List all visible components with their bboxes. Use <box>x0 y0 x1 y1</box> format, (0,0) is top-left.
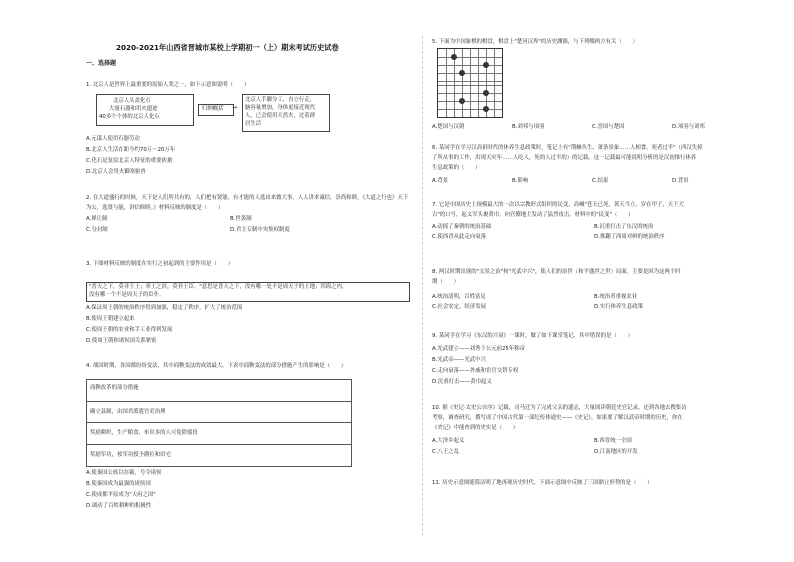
q3-option[interactable]: D.使周王朝和诸侯国关系紧密 <box>86 338 157 344</box>
q4-option[interactable]: D.调动了百姓耕种的积极性 <box>86 503 152 509</box>
q1-arrow-box <box>198 104 234 116</box>
q1-evidence-box <box>96 94 194 126</box>
q4-table <box>86 379 352 467</box>
q8-stem: 期（ ） <box>432 279 459 285</box>
q7-stem: 吉"的口号，起义军头裹黄巾，向官僚地主发动了猛烈攻击。材料中的"民变"（ ） <box>432 212 634 218</box>
q7-option[interactable]: A.动摇了秦朝的统治基础 <box>432 224 492 230</box>
q9-option[interactable]: C.走向衰落——外戚和宦官交替专权 <box>432 368 519 374</box>
q10-stem: 考察，调查研究，撰写成了中国古代第一部纪传体通史——《史记》。如果要了解汉武帝时期的历史，你在 <box>432 415 683 421</box>
q6-stem: 6. 某同学在学习汉高祖时代的休养生息政策时，笔记上有"荆棘丛生、萧条景象……人相食，死者过半"（西汉失掉 <box>432 145 703 151</box>
q2-option[interactable]: B.世袭制 <box>230 216 252 222</box>
q9-option[interactable]: B.光武帝——光武中兴 <box>432 357 486 363</box>
q11-stem: 11. 历史示意图能简洁明了地再现历史时代。下面示意图中反映了三国鼎立形势的是（ ） <box>432 480 653 486</box>
arrow-right-icon: → <box>232 104 238 111</box>
q2-option[interactable]: A.禅让制 <box>86 216 108 222</box>
q5-option[interactable]: C.晋国与楚国 <box>592 124 625 130</box>
q3-quote-line: 没有哪一个不是周天子的臣仆。 <box>89 292 165 298</box>
q1-conclusion-line: 人，已会使用天然火，过着群 <box>245 113 316 119</box>
q6-stem: 生息政策的（ ） <box>432 165 481 171</box>
q1-option[interactable]: B.北京人生活在距今约70万～20万年 <box>86 147 176 153</box>
q2-option[interactable]: C.分封制 <box>86 227 108 233</box>
q3-quote-line: "普天之下，莫非王土；率土之滨，莫非王臣。"意思是普天之下，没有哪一处不是周天子的土地；四海之内， <box>89 284 348 290</box>
q4-option[interactable]: C.使成都平原成为"天府之国" <box>86 492 156 498</box>
column-divider <box>422 36 423 536</box>
q8-option[interactable]: D.实行休养生息政策 <box>594 304 643 310</box>
q6-option[interactable]: C.结果 <box>592 178 609 184</box>
q1-stem: 1. 北京人是世界上最重要的原始人类之一，如下示意图说明（ ） <box>86 82 250 88</box>
q2-option[interactable]: D.君主专制中央集权制度 <box>230 227 290 233</box>
q5-stem: 5. 下面为中国象棋的棋盘，棋盘上"楚河汉界"的历史渊源，与下列哪两方有关（ ） <box>432 39 638 45</box>
q10-stem: 《史记》中能查到的史实是（ ） <box>432 425 519 431</box>
q7-option[interactable]: C.使西晋从此走向衰落 <box>432 234 486 240</box>
q4-table-cell: 确立县制，由国君派遣官吏治理 <box>90 409 166 415</box>
q2-stem: 2. 在大道盛行的时候，天下是人们所共有的，人们把有贤能、有才能的人选出来做大事，人人讲求诚信，崇尚和睦。《大道之行也》天下为公，选贤与能，讲信修睦。》材料反映的制度是（ ） <box>86 195 409 211</box>
q1-conclusion-box <box>242 94 330 132</box>
q1-option[interactable]: A.元谋人使用石器劳动 <box>86 136 140 142</box>
q7-option[interactable]: B.沉重打击了东汉的统治 <box>594 224 654 230</box>
q4-table-cell: 奖励耕织，生产粮食、布帛多的人可免除徭役 <box>90 430 198 436</box>
q10-stem: 10. 据《史记·太史公自序》记载，司马迁为了完成父亲的遗志，大量阅读朝廷史官记录，还到各地去搜集访 <box>432 405 687 411</box>
table-row <box>87 422 351 445</box>
q3-stem: 3. 下图材料反映的制度在实行之初起到的主要作用是（ ） <box>86 261 234 267</box>
q4-option[interactable]: B.使秦国成为最强的诸侯国 <box>86 481 151 487</box>
q6-option[interactable]: D.背景 <box>672 178 689 184</box>
q9-stem: 9. 某同学在学习《东汉的兴衰》一课时，做了如下课堂笔记，其中错误的是（ ） <box>432 333 633 339</box>
section-heading: 一、选择题 <box>86 60 117 67</box>
chessboard-image <box>437 48 503 118</box>
q8-option[interactable]: B.统治者重视农业 <box>594 294 638 300</box>
q7-option[interactable]: D.推翻了西周对鲜的统治秩序 <box>594 234 665 240</box>
q10-option[interactable]: D.江南地区的开发 <box>594 449 638 455</box>
q8-option[interactable]: C.社会安定，经济发展 <box>432 304 486 310</box>
q6-option[interactable]: A.背景 <box>432 178 449 184</box>
q5-option[interactable]: B.刘邦与项羽 <box>512 124 545 130</box>
q1-conclusion-line: 北京人手脚分工，直立行走， <box>245 97 316 103</box>
q5-option[interactable]: A.楚国与汉朝 <box>432 124 465 130</box>
q1-evidence-line: 大量石器和用火遗迹 <box>109 106 158 112</box>
q1-conclusion-line: 居生活 <box>245 121 262 127</box>
left-column <box>86 0 411 562</box>
q10-option[interactable]: B.西晋统一全国 <box>594 438 632 444</box>
table-row <box>87 401 351 423</box>
right-column <box>432 0 762 562</box>
q8-stem: 8. 两汉时期出现的"文景之治"和"光武中兴"，使人们的治世（和平盛世之世）局面。主要是因为这两个时 <box>432 269 681 275</box>
q10-option[interactable]: C.八王之乱 <box>432 449 460 455</box>
q6-option[interactable]: B.影响 <box>512 178 529 184</box>
page-title: 2020-2021年山西省晋城市某校上学期初一（上）期末考试历史试卷 <box>116 43 339 52</box>
q1-arrow-label: 归纳概括 <box>202 106 224 112</box>
q6-stem: 了所从事的工作，出现天灾年……人吃人，死的人过半的）的记载。这一记载最可能说明分析的是汉初推行休养 <box>432 155 697 161</box>
q4-table-cell: 奖励军功，按军功授予爵位和田宅 <box>90 452 171 458</box>
q1-option[interactable]: D.北京人会用火御寒驱兽 <box>86 169 146 175</box>
q1-evidence-line: 40多个个体的北京人化石 <box>99 114 160 120</box>
q9-option[interactable]: D.沉重打击——黄巾起义 <box>432 379 492 385</box>
q10-option[interactable]: A.大泽乡起义 <box>432 438 465 444</box>
q3-option[interactable]: C.使周王朝的农业和手工业得到发展 <box>86 327 173 333</box>
q1-conclusion-line: 脑容量增加，身体更接近现代 <box>245 105 316 111</box>
q3-option[interactable]: A.保证周王朝的统治秩序得到加强，稳定了秩序，扩大了统治范围 <box>86 305 243 311</box>
q5-option[interactable]: D.项羽与刘邦 <box>672 124 705 130</box>
q9-option[interactable]: A.光武建立——刘秀于公元前25年称帝 <box>432 346 526 352</box>
table-row <box>87 444 351 466</box>
q8-option[interactable]: A.统治清明，百姓富足 <box>432 294 486 300</box>
q3-option[interactable]: B.使周王朝建立起来 <box>86 316 135 322</box>
q4-stem: 4. 战国时期，各国都纷纷变法，其中商鞅变法的成效最大。下表中商鞅变法的部分措施产生的影响是（ ） <box>86 363 347 369</box>
q3-quote-box <box>86 282 410 302</box>
q1-option[interactable]: C.化石是复原北京人特征的重要依据 <box>86 158 173 164</box>
q4-option[interactable]: A.使秦国公族以存霸，号令诸侯 <box>86 470 162 476</box>
q1-evidence-line: 北京人头盖化石 <box>113 98 151 104</box>
q7-stem: 7. 它是中国历史上规模最大的一次以宗教形式组织的民变，高喊"苍天已死，黄天当立，岁在甲子，天下大 <box>432 202 684 208</box>
q4-table-header: 商鞅改革的部分措施 <box>90 385 139 391</box>
